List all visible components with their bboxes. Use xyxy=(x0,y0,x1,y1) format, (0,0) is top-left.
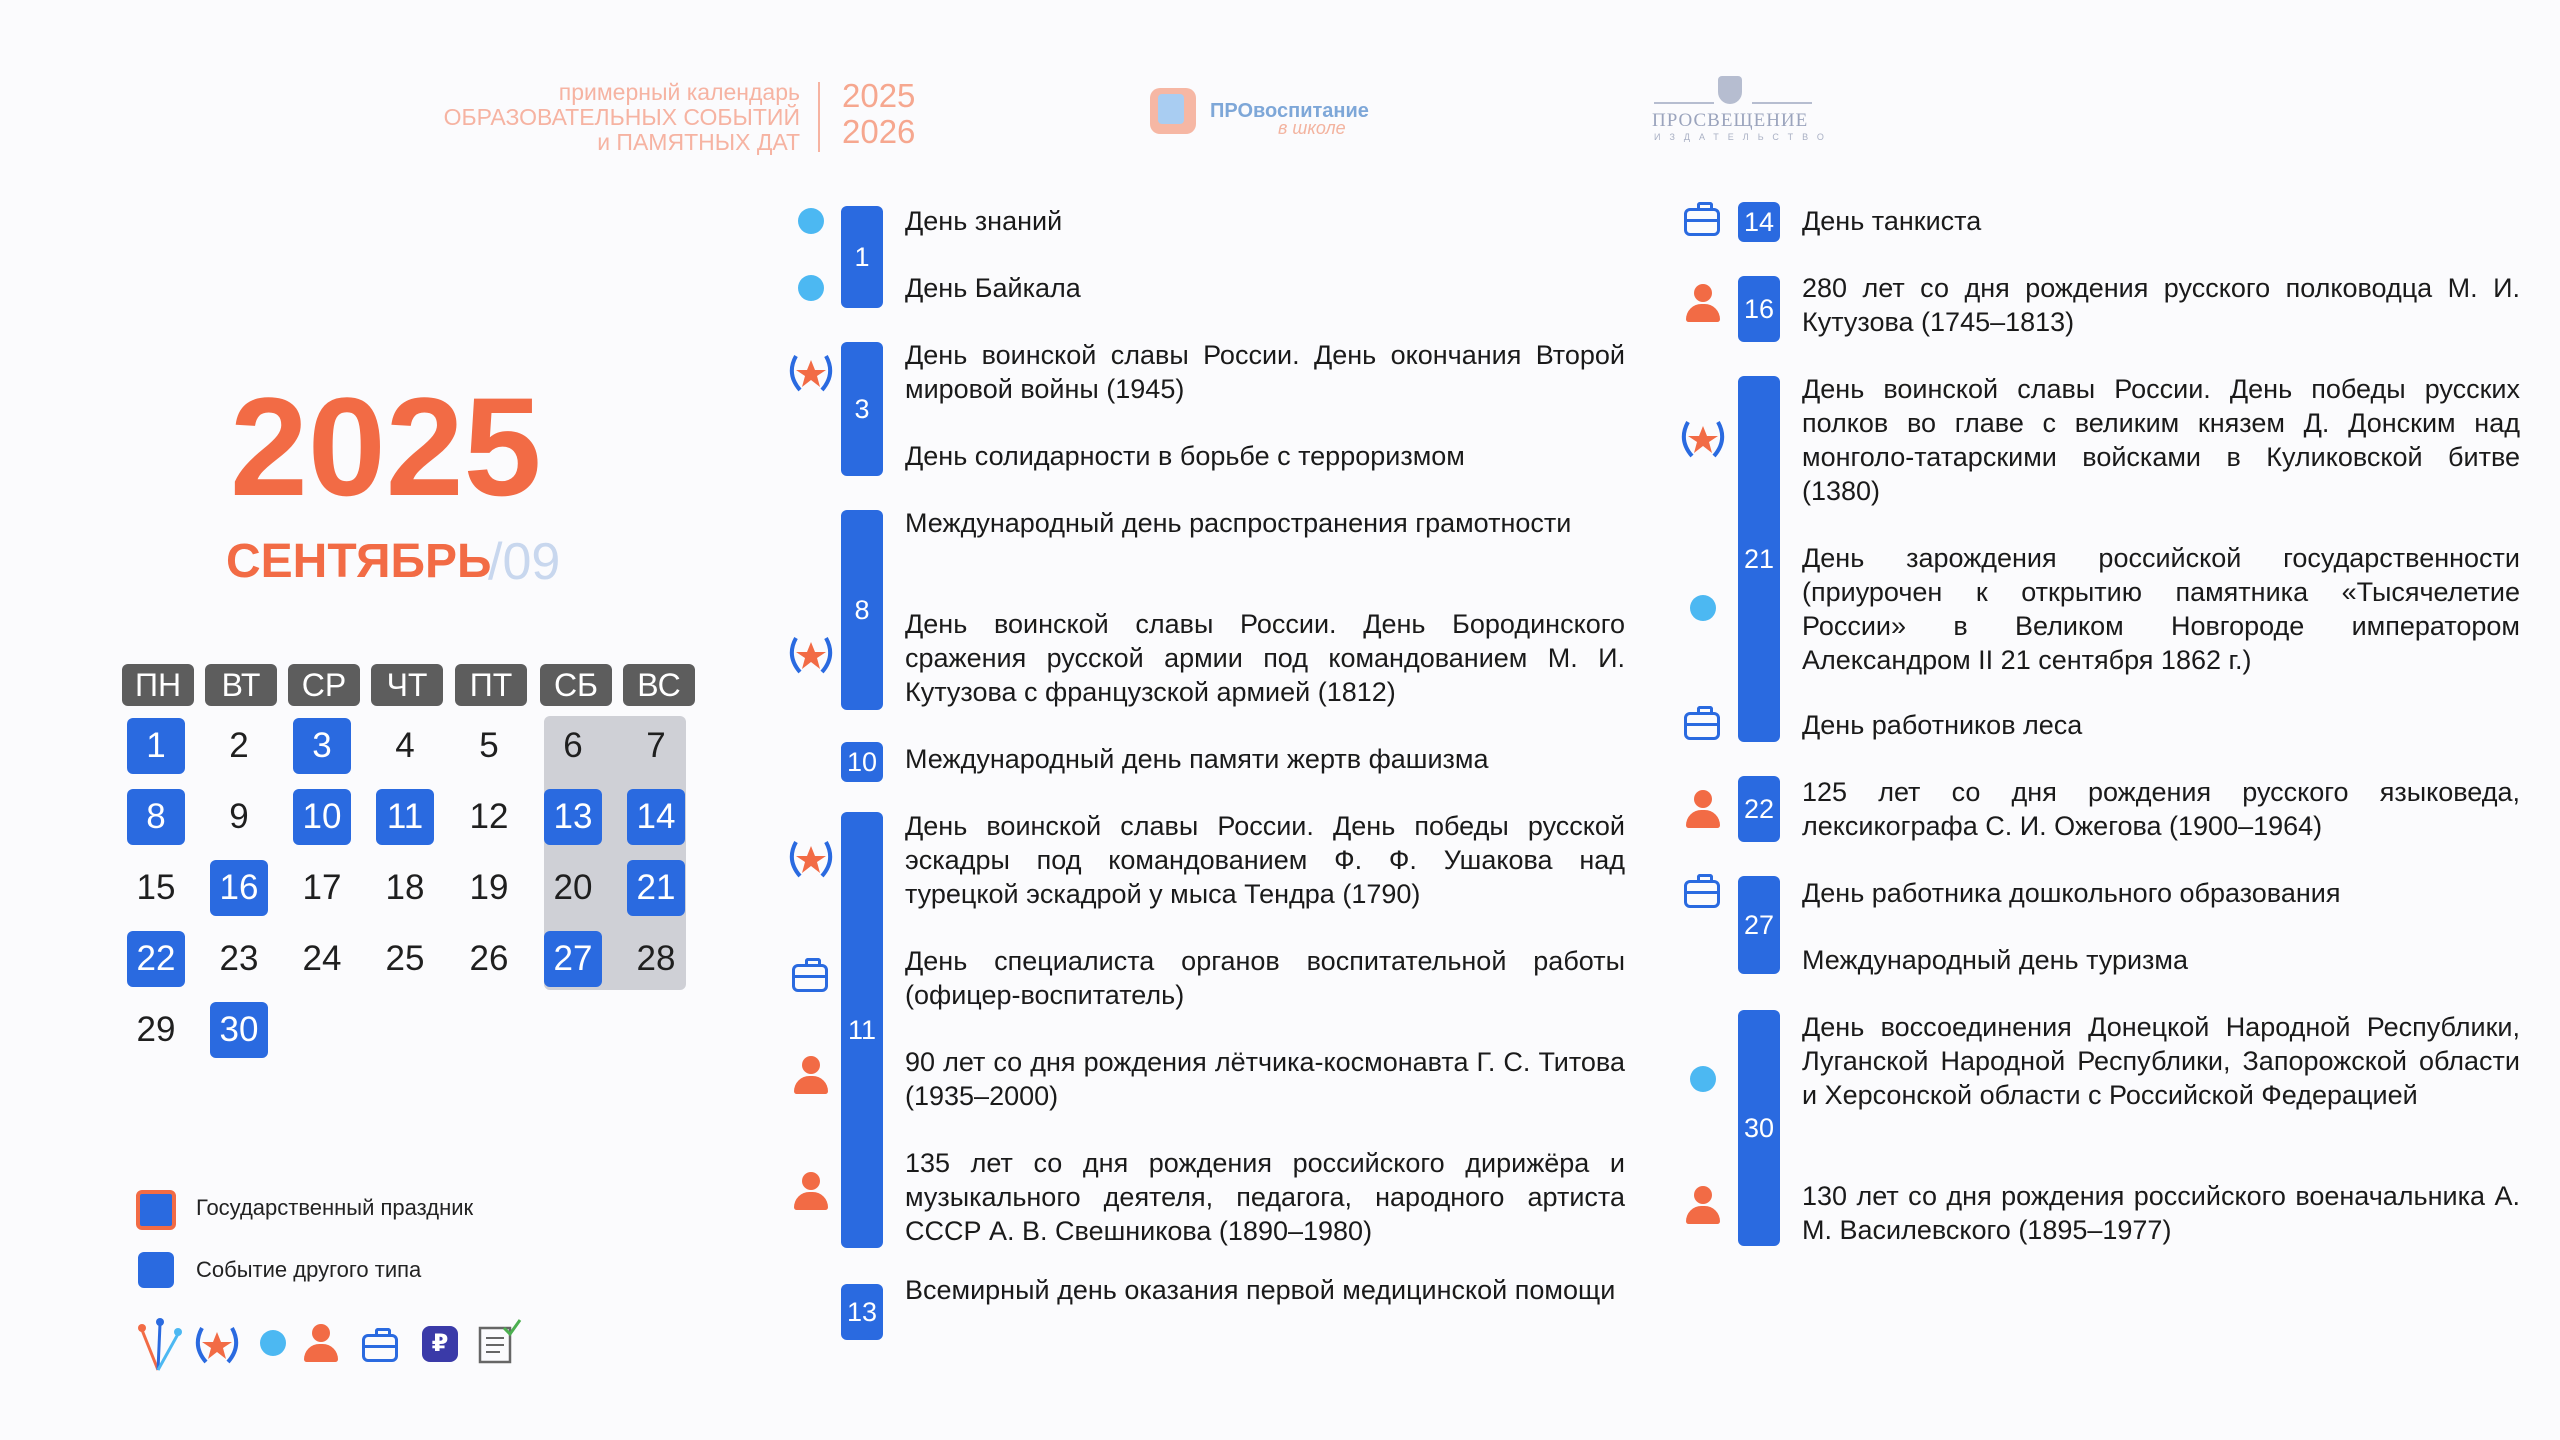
event-date-number: 13 xyxy=(846,1296,878,1327)
event-text: День воссоединения Донецкой Народной Республики, Луганской Народной Республики, Запорожской области и Херсонской области с Российской Федерацией xyxy=(1802,1012,2520,1110)
event-date-badge xyxy=(841,742,883,782)
event-text: День солидарности в борьбе с терроризмом xyxy=(905,441,1465,471)
calendar-day[interactable]: 3 xyxy=(293,718,351,774)
calendar-day[interactable]: 2 xyxy=(229,726,249,765)
wreath-icon xyxy=(190,1318,244,1368)
weekday-label: ПН xyxy=(122,664,194,706)
event-text: 280 лет со дня рождения русского полководца М. И. Кутузова (1745–1813) xyxy=(1802,273,2520,337)
legend-state-holiday-swatch xyxy=(136,1190,176,1230)
header-divider xyxy=(818,82,820,152)
event-date-number: 10 xyxy=(846,746,878,777)
wreath-icon xyxy=(784,832,838,882)
year-start: 2025 xyxy=(842,77,916,114)
calendar-day[interactable]: 7 xyxy=(646,726,666,765)
event-text: День зарождения российской государственности (приурочен к открытию памятника «Тысячелетие России» в Великом Новгороде императором Александром II 21 сентября 1862 г.) xyxy=(1802,543,2520,675)
event-date-number: 3 xyxy=(854,393,870,424)
month-number: /09 xyxy=(488,533,561,591)
briefcase-icon xyxy=(362,1334,398,1362)
logo-line-right xyxy=(1752,102,1812,104)
weekday-label: ВС xyxy=(623,664,695,706)
person-icon xyxy=(792,1056,830,1096)
event-text: День воинской славы России. День окончания Второй мировой войны (1945) xyxy=(905,340,1625,404)
year-end: 2026 xyxy=(842,113,916,150)
calendar-day[interactable]: 29 xyxy=(136,1010,176,1049)
event-text: 90 лет со дня рождения лётчика-космонавта Г. С. Титова (1935–2000) xyxy=(905,1047,1625,1111)
logo-line-left xyxy=(1654,102,1714,104)
event-date-number: 8 xyxy=(854,594,870,625)
event-text: День знаний xyxy=(905,206,1063,236)
event-text: Всемирный день оказания первой медицинской помощи xyxy=(905,1275,1616,1305)
person-icon xyxy=(1684,790,1722,830)
briefcase-icon xyxy=(1684,880,1720,908)
legend-other-event-swatch xyxy=(138,1252,174,1288)
dot-icon xyxy=(260,1330,286,1356)
weekday-label: ЧТ xyxy=(371,664,443,706)
calendar-day[interactable]: 28 xyxy=(636,939,676,978)
calendar-day[interactable]: 21 xyxy=(627,860,685,916)
calendar-day[interactable]: 22 xyxy=(127,931,185,987)
event-text: Международный день распространения грамотности xyxy=(905,508,1572,538)
pro-vospitanie-logo-sub: в школе xyxy=(1278,118,1346,138)
event-date-badge xyxy=(1738,776,1780,842)
event-date-badge xyxy=(1738,276,1780,342)
document-icon xyxy=(476,1318,522,1366)
calendar-day[interactable]: 8 xyxy=(127,789,185,845)
wreath-icon xyxy=(1676,412,1730,462)
event-text: День воинской славы России. День Бородинского сражения русской армии под командованием М. И. Кутузова с французской армией (1812) xyxy=(905,609,1625,707)
person-icon xyxy=(1684,1186,1722,1226)
event-date-number: 30 xyxy=(1743,1112,1775,1143)
calendar-day[interactable]: 1 xyxy=(127,718,185,774)
event-date-number: 1 xyxy=(854,241,870,272)
prosveshchenie-logo-sub: ИЗДАТЕЛЬСТВО xyxy=(1654,132,1833,142)
event-date-number: 22 xyxy=(1743,793,1775,824)
weekday-label: СБ xyxy=(540,664,612,706)
event-date-number: 11 xyxy=(847,1014,877,1045)
calendar-day[interactable]: 19 xyxy=(469,868,509,907)
calendar-day[interactable]: 15 xyxy=(136,868,176,907)
event-text: День воинской славы России. День победы русской эскадры под командованием Ф. Ф. Ушакова над турецкой эскадрой у мыса Тендра (1790) xyxy=(905,811,1625,909)
prosveshchenie-logo-icon xyxy=(1718,76,1742,104)
calendar-day[interactable]: 24 xyxy=(302,939,342,978)
event-text: 125 лет со дня рождения русского языковеда, лексикографа С. И. Ожегова (1900–1964) xyxy=(1802,777,2520,841)
briefcase-icon xyxy=(1684,208,1720,236)
wreath-icon xyxy=(784,346,838,396)
calendar-day[interactable]: 10 xyxy=(293,789,351,845)
event-date-badge xyxy=(841,510,883,710)
event-text: День работников леса xyxy=(1802,710,2083,740)
calendar-day[interactable]: 23 xyxy=(219,939,259,978)
dot-icon xyxy=(1690,595,1716,621)
briefcase-icon xyxy=(792,964,828,992)
event-date-badge xyxy=(841,1284,883,1340)
legend-state-holiday-label: Государственный праздник xyxy=(196,1195,474,1220)
event-date-number: 14 xyxy=(1743,206,1775,237)
legend-other-event-label: Событие другого типа xyxy=(196,1257,422,1282)
briefcase-icon xyxy=(1684,712,1720,740)
calendar-day[interactable]: 17 xyxy=(302,868,342,907)
calendar-day[interactable]: 14 xyxy=(627,789,685,845)
calendar-subtitle xyxy=(380,80,800,155)
event-text: Международный день туризма xyxy=(1802,945,2189,975)
event-text: 135 лет со дня рождения российского дирижёра и музыкального деятеля, педагога, народного артиста СССР А. В. Свешникова (1890–1980) xyxy=(905,1148,1625,1246)
ruble-icon: ₽ xyxy=(422,1326,458,1362)
event-date-badge xyxy=(841,206,883,308)
event-date-number: 27 xyxy=(1743,909,1775,940)
calendar-day[interactable]: 20 xyxy=(553,868,593,907)
calendar-day[interactable]: 9 xyxy=(229,797,249,836)
weekday-label: СР xyxy=(288,664,360,706)
calendar-day[interactable]: 18 xyxy=(385,868,425,907)
calendar-day[interactable]: 26 xyxy=(469,939,509,978)
event-text: День танкиста xyxy=(1802,206,1982,236)
calendar-day[interactable]: 16 xyxy=(210,860,268,916)
person-icon xyxy=(302,1324,340,1364)
calendar-day[interactable]: 13 xyxy=(544,789,602,845)
calendar-day[interactable]: 11 xyxy=(376,789,434,845)
event-text: Международный день памяти жертв фашизма xyxy=(905,744,1489,774)
event-text: 130 лет со дня рождения российского военачальника А. М. Василевского (1895–1977) xyxy=(1802,1181,2520,1245)
academic-years xyxy=(842,78,915,150)
calendar-day[interactable]: 25 xyxy=(385,939,425,978)
month-name: СЕНТЯБРЬ xyxy=(226,535,492,588)
event-date-badge xyxy=(1738,1010,1780,1246)
event-date-badge xyxy=(1738,202,1780,242)
event-date-badge xyxy=(1738,876,1780,974)
fireworks-icon xyxy=(130,1316,186,1372)
event-text: День работника дошкольного образования xyxy=(1802,878,2341,908)
calendar-day[interactable]: 12 xyxy=(469,797,509,836)
event-date-number: 21 xyxy=(1743,543,1775,574)
dot-icon xyxy=(798,208,824,234)
wreath-icon xyxy=(784,628,838,678)
year-title: 2025 xyxy=(230,368,542,525)
subtitle-line-3: и ПАМЯТНЫХ ДАТ xyxy=(597,129,800,155)
subtitle-line-2: ОБРАЗОВАТЕЛЬНЫХ СОБЫТИЙ xyxy=(443,104,800,130)
person-icon xyxy=(792,1172,830,1212)
event-text: День воинской славы России. День победы русских полков во главе с великим князем Д. Донским над монголо-татарскими войсками в Куликовской битве (1380) xyxy=(1802,374,2520,506)
event-date-badge xyxy=(841,342,883,476)
calendar-day[interactable]: 5 xyxy=(479,726,499,765)
pro-vospitanie-logo-icon xyxy=(1150,88,1196,134)
event-text: День специалиста органов воспитательной работы (офицер-воспитатель) xyxy=(905,946,1625,1010)
weekday-label: ВТ xyxy=(205,664,277,706)
event-text: День Байкала xyxy=(905,273,1081,303)
weekday-label: ПТ xyxy=(455,664,527,706)
event-date-badge xyxy=(1738,376,1780,742)
subtitle-line-1: примерный календарь xyxy=(558,79,800,105)
dot-icon xyxy=(798,275,824,301)
calendar-day[interactable]: 27 xyxy=(544,931,602,987)
calendar-day[interactable]: 6 xyxy=(563,726,583,765)
event-date-number: 16 xyxy=(1743,293,1775,324)
prosveshchenie-logo-text: ПРОСВЕЩЕНИЕ xyxy=(1652,110,1809,131)
calendar-day[interactable]: 30 xyxy=(210,1002,268,1058)
person-icon xyxy=(1684,284,1722,324)
dot-icon xyxy=(1690,1066,1716,1092)
pro-vospitanie-logo-text: ПРОвоспитание xyxy=(1210,100,1369,122)
event-date-badge xyxy=(841,812,883,1248)
calendar-day[interactable]: 4 xyxy=(395,726,415,765)
